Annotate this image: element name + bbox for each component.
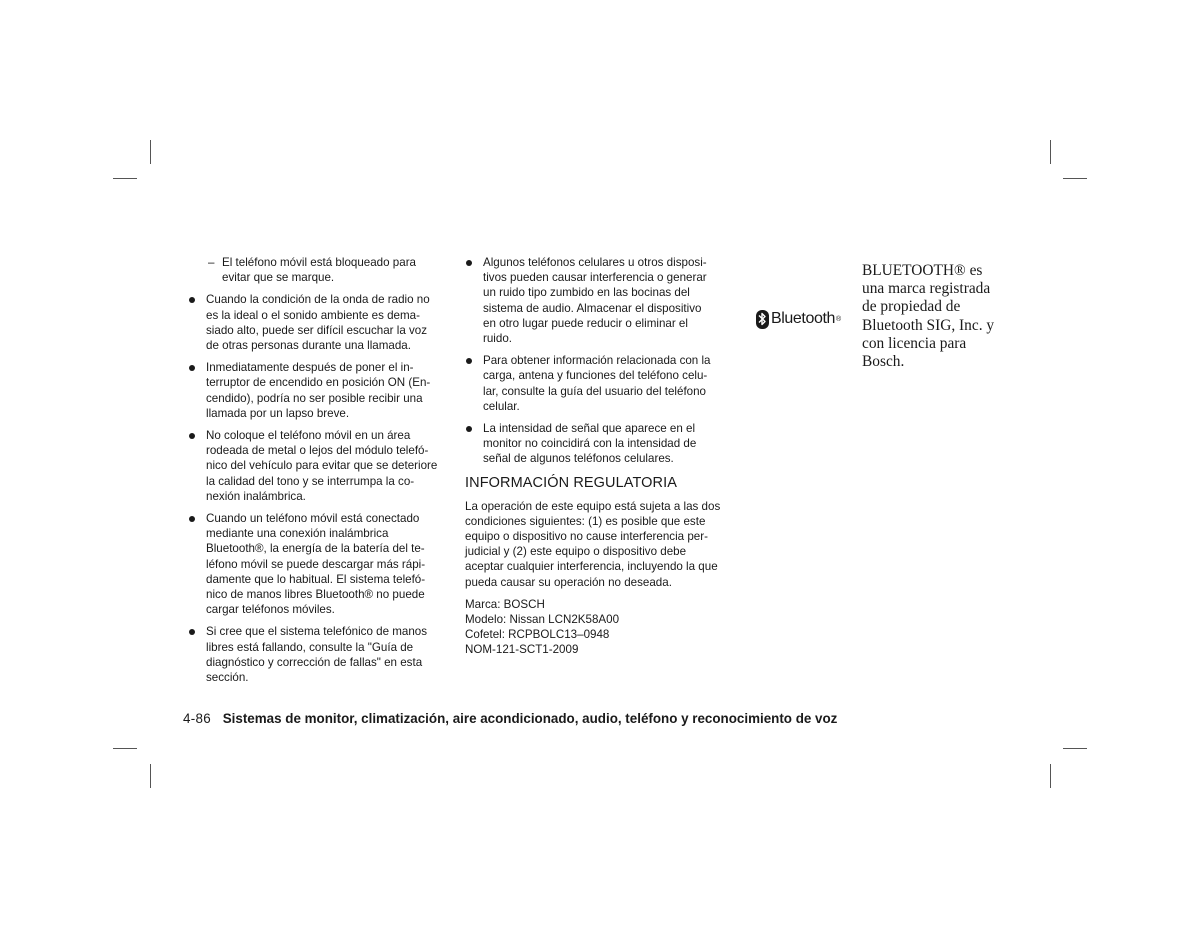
page-footer xyxy=(183,710,837,728)
text-line: libres está fallando, consulte la "Guía de xyxy=(206,640,414,654)
text-line: La intensidad de señal que aparece en el xyxy=(483,422,696,436)
text-line: equipo o dispositivo no cause interferencia per- xyxy=(465,530,708,544)
text-line: El teléfono móvil está bloqueado para xyxy=(222,256,417,269)
text-line: Para obtener información relacionada con la xyxy=(483,354,711,368)
text-line: monitor no coincidirá con la intensidad de xyxy=(483,437,697,451)
text-line: llamada por un lapso breve. xyxy=(206,406,350,420)
text-line: evitar que se marque. xyxy=(222,271,335,285)
spec-line: Marca: BOSCH xyxy=(465,597,545,611)
bullet-list-item xyxy=(465,255,727,346)
note-line: BLUETOOTH® es xyxy=(862,262,983,279)
crop-mark-bottom-left-h xyxy=(113,748,137,749)
spec-line: Cofetel: RCPBOLC13–0948 xyxy=(465,628,610,642)
bullet-dot-icon xyxy=(466,358,472,364)
bullet-dot-icon xyxy=(189,433,195,439)
middle-bullet-list xyxy=(465,255,727,467)
bullet-dot-icon xyxy=(189,365,195,371)
bullet-list-item xyxy=(465,353,727,414)
crop-mark-top-right-v xyxy=(1050,140,1051,164)
text-line: Cuando un teléfono móvil está conectado xyxy=(206,512,420,526)
text-line: tivos pueden causar interferencia o generar xyxy=(483,271,707,285)
text-line: carga, antena y funciones del teléfono celu- xyxy=(483,369,708,383)
text-line: Si cree que el sistema telefónico de manos xyxy=(206,625,428,639)
bullet-list-item xyxy=(188,511,444,617)
crop-mark-bottom-right-v xyxy=(1050,764,1051,788)
bullet-dot-icon xyxy=(466,426,472,432)
crop-mark-top-right-h xyxy=(1063,178,1087,179)
bullet-list-item xyxy=(465,421,727,467)
text-line: de otras personas durante una llamada. xyxy=(206,339,411,353)
bullet-list-item xyxy=(188,292,444,353)
bluetooth-icon xyxy=(756,310,769,329)
text-line: celular. xyxy=(483,399,520,413)
text-line: un ruido tipo zumbido en las bocinas del xyxy=(483,286,690,300)
text-line: en otro lugar puede reducir o eliminar el xyxy=(483,316,688,330)
text-line: sistema de audio. Almacenar el dispositivo xyxy=(483,301,702,315)
text-line: Inmediatamente después de poner el in- xyxy=(206,361,414,375)
text-line: nico del vehículo para evitar que se deteriore xyxy=(206,459,438,473)
middle-column xyxy=(465,255,727,665)
text-line: siado alto, puede ser difícil escuchar la voz xyxy=(206,323,428,337)
note-line: una marca registrada xyxy=(862,280,991,298)
page-number: 4-86 xyxy=(183,711,212,726)
bullet-list-item xyxy=(188,428,444,504)
text-line: aceptar cualquier interferencia, incluyendo la que xyxy=(465,560,718,574)
text-line: es la ideal o el sonido ambiente es dema- xyxy=(206,308,420,322)
crop-mark-bottom-left-v xyxy=(150,764,151,788)
left-column xyxy=(188,255,444,692)
text-line: rodeada de metal o lejos del módulo telefó- xyxy=(206,444,429,458)
text-line: léfono móvil se puede descargar más rápi- xyxy=(206,557,426,571)
note-line: Bosch. xyxy=(862,353,905,371)
crop-mark-top-left-v xyxy=(150,140,151,164)
bluetooth-reg-mark: ® xyxy=(836,315,842,323)
text-line: la calidad del tono y se interrumpa la co- xyxy=(206,474,415,488)
text-line: terruptor de encendido en posición ON (En- xyxy=(206,376,431,390)
bullet-list-item xyxy=(188,624,444,685)
note-line: con licencia para xyxy=(862,334,967,352)
text-line: judicial y (2) este equipo o dispositivo debe xyxy=(465,545,687,559)
note-line: de propiedad de xyxy=(862,298,961,316)
bullet-dot-icon xyxy=(189,629,195,635)
crop-mark-top-left-h xyxy=(113,178,137,179)
text-line: Algunos teléfonos celulares u otros disposi- xyxy=(483,256,707,269)
text-line: cargar teléfonos móviles. xyxy=(206,603,335,617)
chapter-title: Sistemas de monitor, climatización, aire acondicionado, audio, teléfono y reconocimiento de voz xyxy=(222,711,838,726)
note-line: Bluetooth SIG, Inc. y xyxy=(862,316,995,334)
text-line: sección. xyxy=(206,671,249,685)
section-heading-regulatory: INFORMACIÓN REGULATORIA xyxy=(465,474,678,491)
bullet-dot-icon xyxy=(189,516,195,522)
text-line: Bluetooth®, la energía de la batería del te- xyxy=(206,542,425,556)
spec-line: NOM-121-SCT1-2009 xyxy=(465,643,579,657)
text-line: damente que lo habitual. El sistema telefó- xyxy=(206,572,426,586)
text-line: pueda causar su operación no deseada. xyxy=(465,575,672,589)
bluetooth-trademark-note xyxy=(862,262,1022,371)
dash-marker: – xyxy=(208,256,215,269)
text-line: ruido. xyxy=(483,332,513,346)
text-line: No coloque el teléfono móvil en un área xyxy=(206,429,411,443)
text-line: cendido), podría no ser posible recibir una xyxy=(206,391,423,405)
text-line: nico de manos libres Bluetooth® no puede xyxy=(206,588,425,602)
device-spec-list xyxy=(465,597,727,658)
crop-mark-bottom-right-h xyxy=(1063,748,1087,749)
bluetooth-wordmark: Bluetooth xyxy=(771,310,836,327)
spec-line: Modelo: Nissan LCN2K58A00 xyxy=(465,613,620,627)
text-line: La operación de este equipo está sujeta a las dos xyxy=(465,499,721,513)
text-line: señal de algunos teléfonos celulares. xyxy=(483,452,674,466)
dash-list-item xyxy=(188,255,444,285)
text-line: nexión inalámbrica. xyxy=(206,489,306,503)
bullet-dot-icon xyxy=(466,260,472,266)
bullet-list-item xyxy=(188,360,444,421)
text-line: lar, consulte la guía del usuario del teléfono xyxy=(483,384,707,398)
text-line: Cuando la condición de la onda de radio no xyxy=(206,293,430,307)
regulatory-paragraph xyxy=(465,499,727,590)
bullet-dot-icon xyxy=(189,297,195,303)
text-line: condiciones siguientes: (1) es posible que este xyxy=(465,514,706,528)
text-line: mediante una conexión inalámbrica xyxy=(206,527,389,541)
bluetooth-logo xyxy=(756,308,842,330)
text-line: diagnóstico y corrección de fallas" en esta xyxy=(206,655,423,669)
